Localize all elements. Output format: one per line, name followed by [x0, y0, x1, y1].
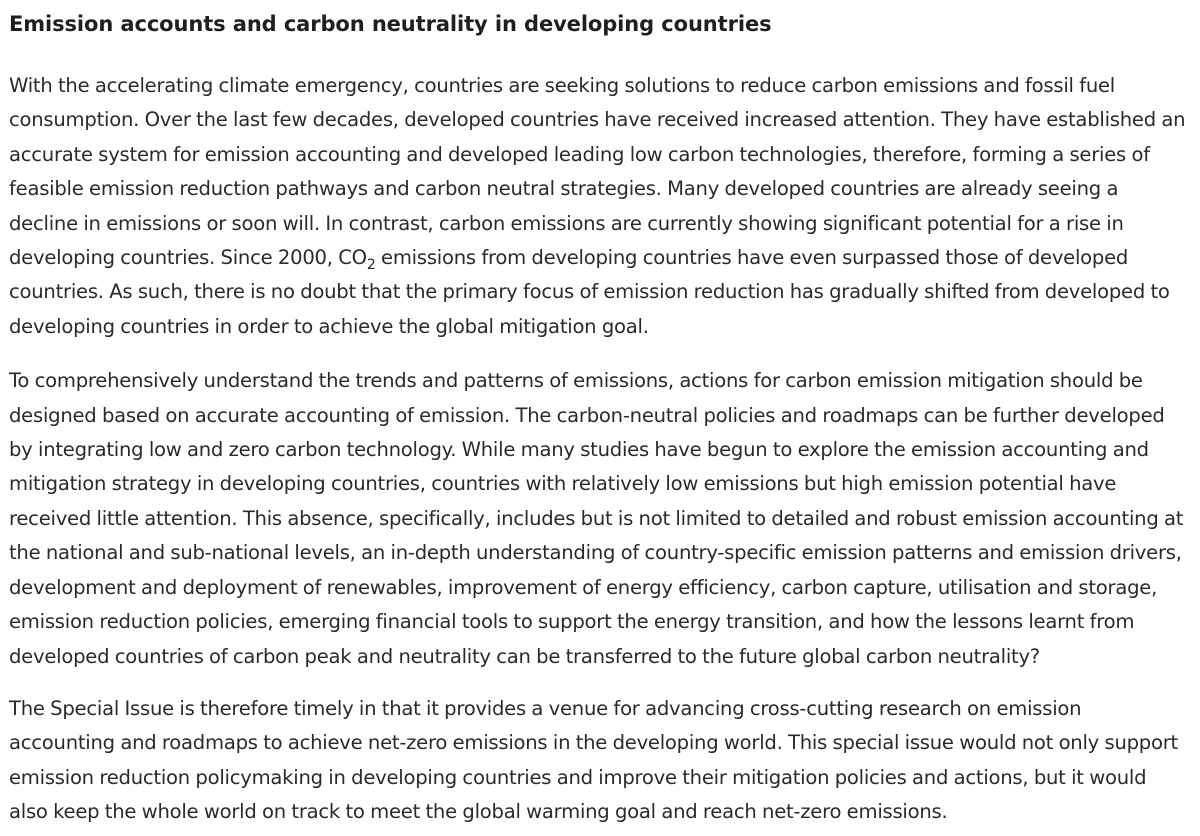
paragraph-intro-text-continued: emissions from developing countries have even surpassed those of developed countries. As such, there is no doubt that the primary focus of emission reduction has gradually shifted from developed to developing countries in order to achieve the global mitigation goal.: [9, 246, 1170, 338]
paragraph-accounting: To comprehensively understand the trends and patterns of emissions, actions for carbon emission mitigation should be designed based on accurate accounting of emission. The carbon-neutral policies and roadmaps can be further developed by integrating low and zero carbon technology. While many studies have begun to explore the emission accounting and mitigation strategy in developing countries, countries with relatively low emissions but high emission potential have received little attention. This absence, specifically, includes but is not limited to detailed and robust emission accounting at the national and sub-national levels, an in-depth understanding of country-specific emission patterns and emission drivers, development and deployment of renewables, improvement of energy efficiency, carbon capture, utilisation and storage, emission reduction policies, emerging financial tools to support the energy transition, and how the lessons learnt from developed countries of carbon peak and neutrality can be transferred to the future global carbon neutrality?: [9, 369, 1184, 668]
paragraph-intro-text: With the accelerating climate emergency, countries are seeking solutions to reduce carbon emissions and fossil fuel consumption. Over the last few decades, developed countries have received increased attention. They have established an accurate system for emission accounting and developed leading low carbon technologies, therefore, forming a series of feasible emission reduction pathways and carbon neutral strategies. Many developed countries are already seeing a decline in emissions or soon will. In contrast, carbon emissions are currently showing significant potential for a rise in developing countries. Since 2000, CO: [9, 74, 1186, 270]
article-title: Emission accounts and carbon neutrality in developing countries: [9, 12, 772, 36]
paragraph-special-issue: The Special Issue is therefore timely in that it provides a venue for advancing cross-cutting research on emission accounting and roadmaps to achieve net-zero emissions in the developing world. This special issue would not only support emission reduction policymaking in developing countries and improve their mitigation policies and actions, but it would also keep the whole world on track to meet the global warming goal and reach net-zero emissions.: [9, 696, 1178, 824]
paragraph-intro: [9, 69, 1189, 344]
co2-subscript: 2: [366, 256, 376, 273]
article: [9, 0, 1189, 830]
